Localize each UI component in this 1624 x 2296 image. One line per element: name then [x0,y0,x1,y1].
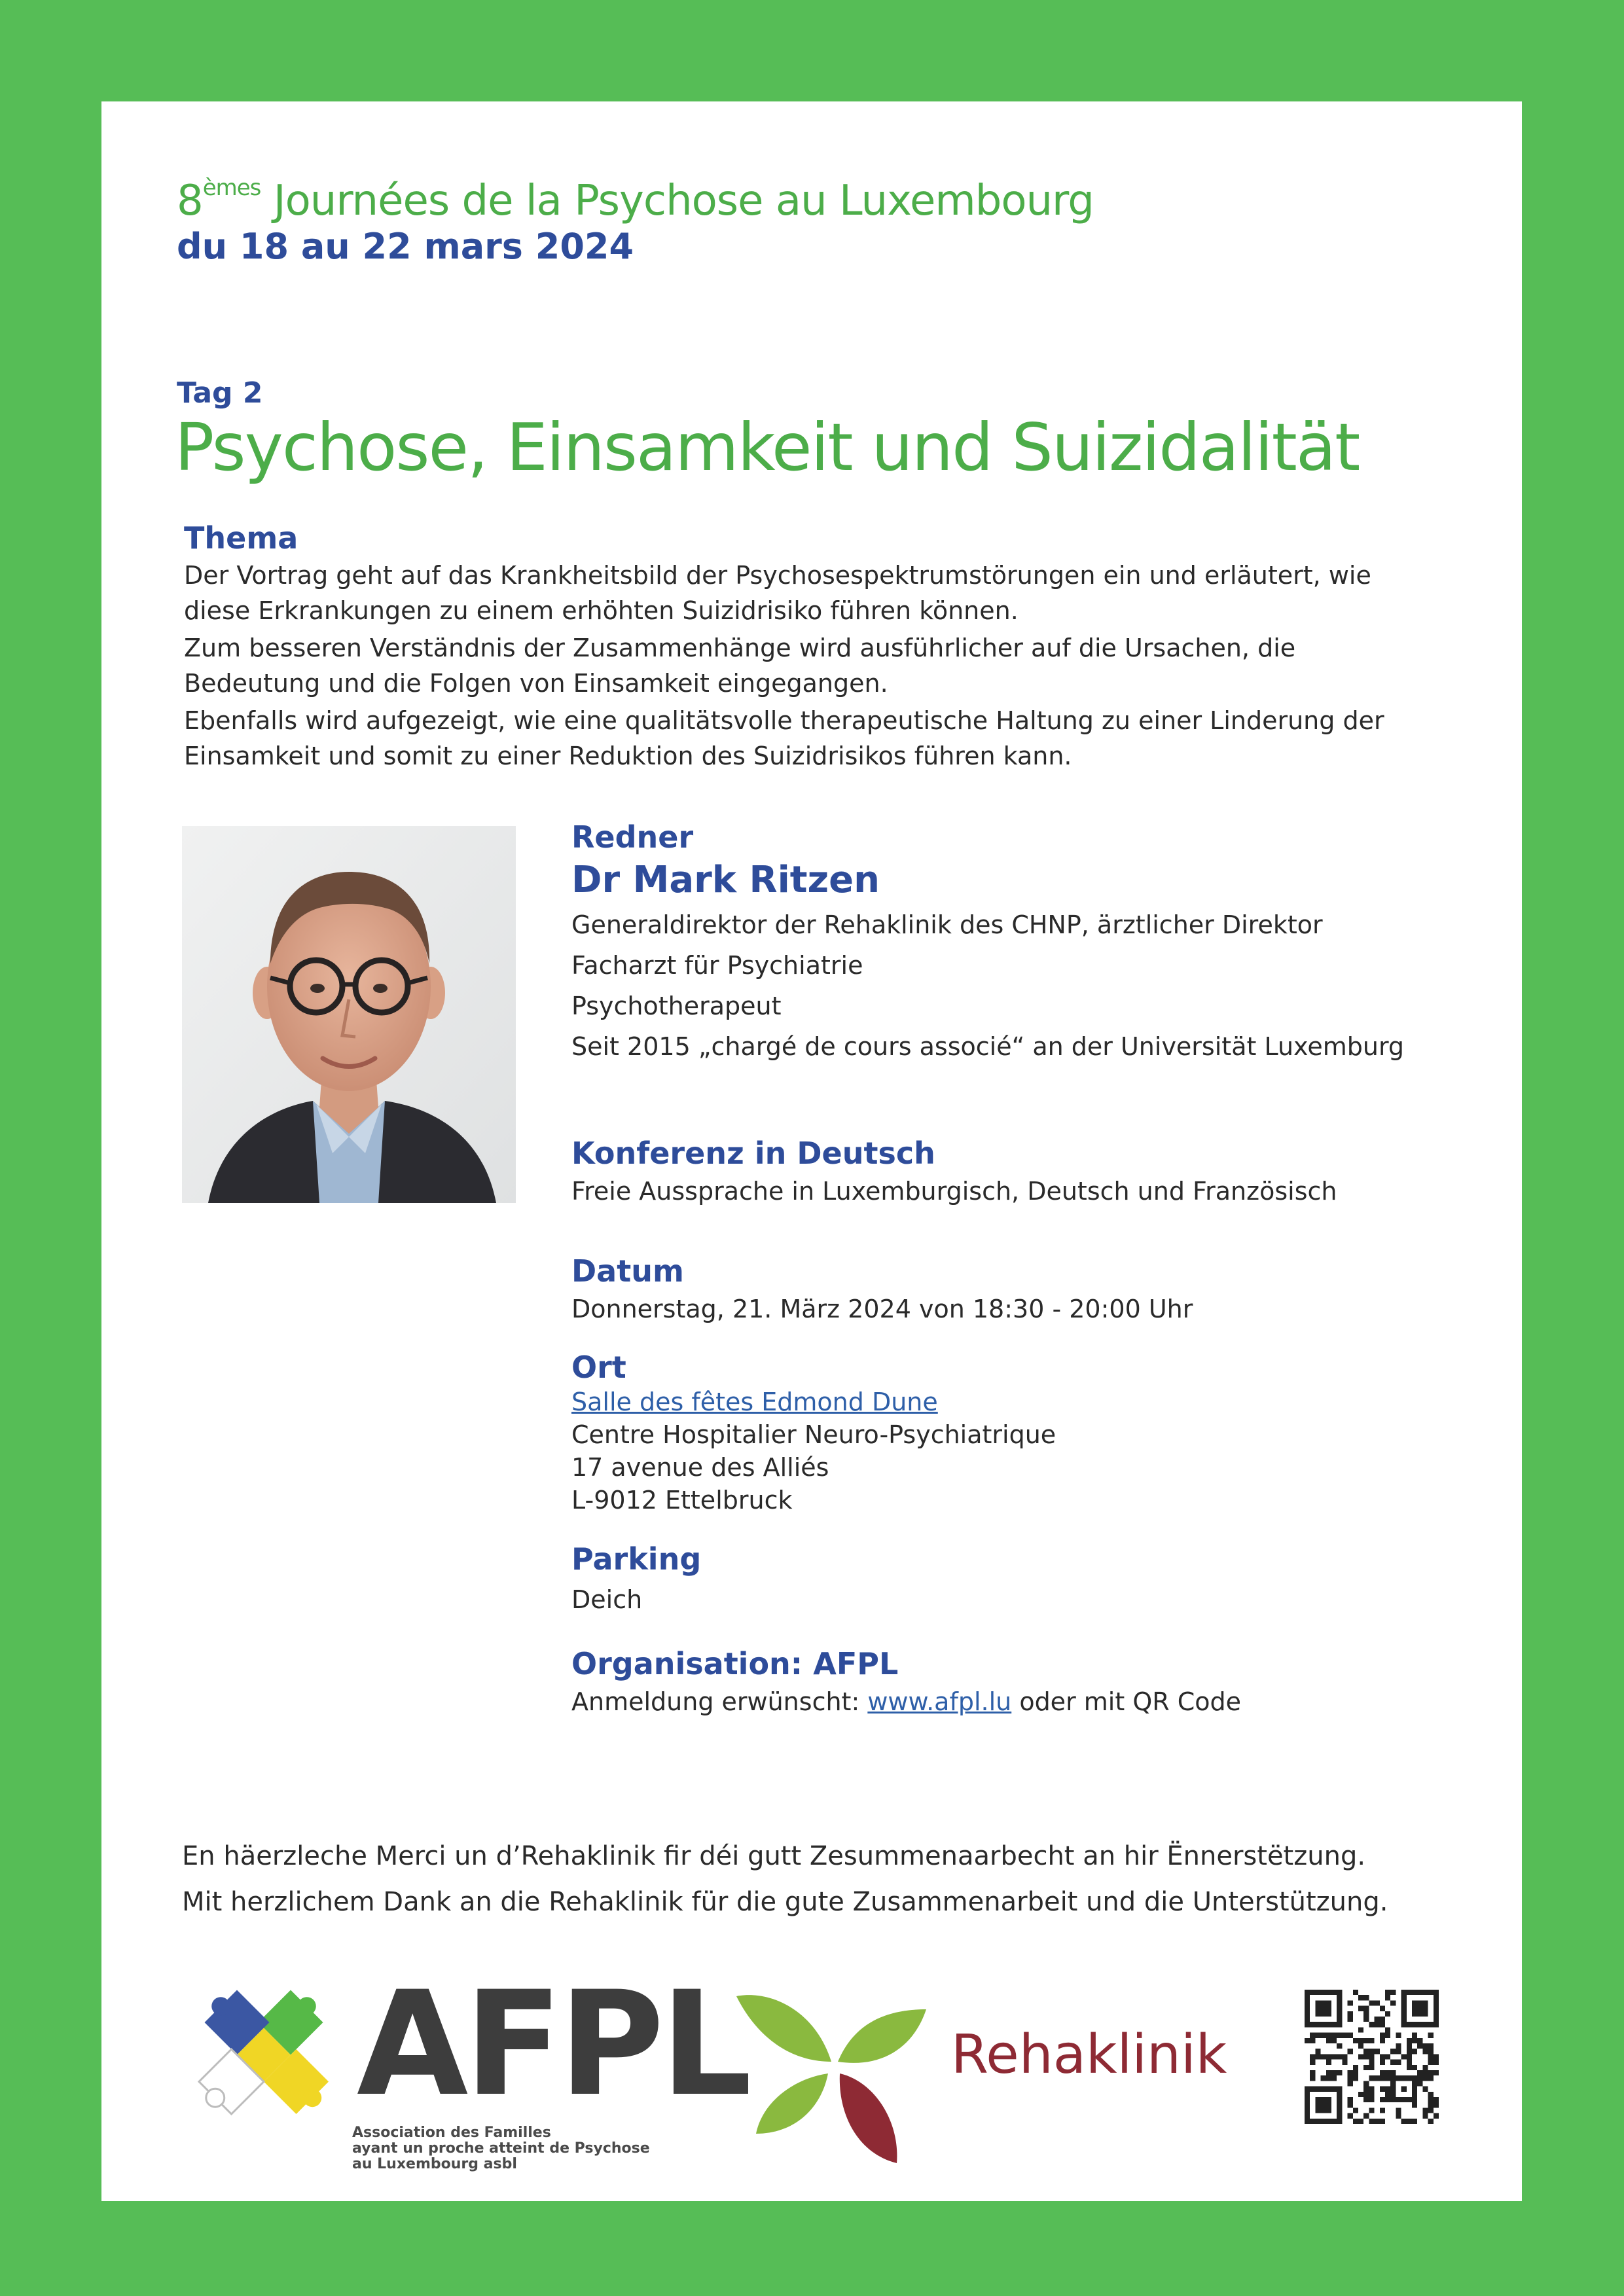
speaker-roles [571,905,1404,1067]
speaker-role: Seit 2015 „chargé de cours associé“ an der Universität Luxemburg [571,1032,1405,1061]
thanks-german: Mit herzlichem Dank an die Rehaklinik für die gute Zusammenarbeit und die Unterstützung. [182,1887,1388,1917]
venue-line: Centre Hospitalier Neuro-Psychiatrique [571,1420,1056,1449]
speaker-role: Psychotherapeut [571,992,782,1020]
event-dates: du 18 au 22 mars 2024 [177,226,634,267]
theme-paragraph-1 [184,558,1371,628]
registration-suffix: oder mit QR Code [1011,1687,1241,1716]
speaker-photo [182,826,516,1203]
edition-name: Journées de la Psychose au Luxembourg [273,177,1094,225]
organisation-heading: Organisation: AFPL [571,1646,899,1681]
session-title: Psychose, Einsamkeit und Suizidalität [175,409,1360,486]
language-text: Freie Aussprache in Luxemburgisch, Deutsch und Französisch [571,1177,1337,1206]
venue-link[interactable]: Salle des fêtes Edmond Dune [571,1388,938,1416]
edition-number: 8 [177,177,203,225]
theme-line: diese Erkrankungen zu einem erhöhten Suizidrisiko führen können. [184,596,1019,625]
afpl-subtitle [352,2125,650,2172]
speaker-heading: Redner [571,819,694,855]
parking-text: Deich [571,1585,643,1614]
session-day: Tag 2 [177,376,263,410]
date-text: Donnerstag, 21. März 2024 von 18:30 - 20:00 Uhr [571,1295,1193,1323]
theme-line: Zum besseren Verständnis der Zusammenhänge wird ausführlicher auf die Ursachen, die [184,634,1296,662]
rehaklinik-logo-text: Rehaklinik [951,2024,1227,2086]
afpl-subtitle-line: Association des Familles [352,2125,551,2141]
parking-heading: Parking [571,1541,702,1577]
qr-code[interactable] [1305,1990,1439,2124]
registration-prefix: Anmeldung erwünscht: [571,1687,868,1716]
afpl-subtitle-line: au Luxembourg asbl [352,2156,517,2172]
afpl-puzzle-icon [172,1973,355,2163]
speaker-role: Generaldirektor der Rehaklinik des CHNP, ärztlicher Direktor [571,910,1323,939]
venue-line: 17 avenue des Alliés [571,1453,829,1482]
thanks-block [182,1833,1388,1925]
theme-paragraph-2 [184,630,1295,701]
speaker-name: Dr Mark Ritzen [571,859,880,901]
theme-line: Bedeutung und die Folgen von Einsamkeit eingegangen. [184,669,888,698]
poster [101,101,1522,2201]
venue-block [571,1386,1056,1516]
rehaklinik-leaf-icon [730,1970,939,2166]
theme-line: Ebenfalls wird aufgezeigt, wie eine qualitätsvolle therapeutische Haltung zu einer Linderung der [184,706,1384,735]
registration-link[interactable]: www.afpl.lu [867,1687,1012,1716]
date-heading: Datum [571,1253,684,1289]
theme-paragraph-3 [184,703,1384,774]
theme-heading: Thema [184,520,298,556]
registration-line [571,1684,1241,1719]
theme-line: Der Vortrag geht auf das Krankheitsbild der Psychosespektrumstörungen ein und erläutert, wie [184,561,1371,590]
language-heading: Konferenz in Deutsch [571,1136,935,1171]
speaker-role: Facharzt für Psychiatrie [571,951,863,980]
afpl-logo-text: AFPL [357,1960,748,2128]
afpl-subtitle-line: ayant un proche atteint de Psychose [352,2140,650,2157]
theme-line: Einsamkeit und somit zu einer Reduktion des Suizidrisikos führen kann. [184,742,1072,770]
edition-title [177,175,1094,225]
venue-line: L-9012 Ettelbruck [571,1486,793,1515]
thanks-luxembourgish: En häerzleche Merci un d’Rehaklinik fir déi gutt Zesummenaarbecht an hir Ënnerstëtzung. [182,1841,1366,1871]
edition-suffix: èmes [202,175,261,201]
venue-heading: Ort [571,1350,626,1385]
